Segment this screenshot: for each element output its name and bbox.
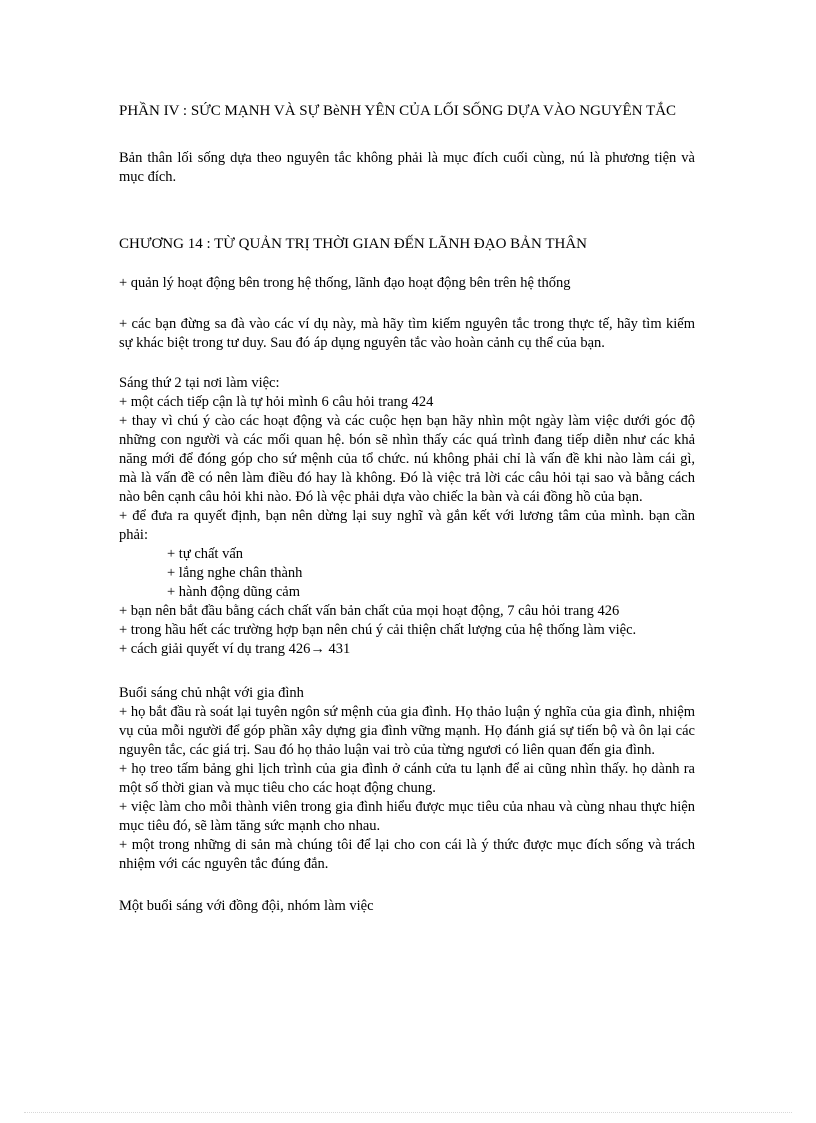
spacer — [119, 121, 695, 140]
document-page — [119, 102, 695, 916]
part-title: PHẦN IV : SỨC MẠNH VÀ SỰ BèNH YÊN CỦA LỐI SỐNG DỰA VÀO NGUYÊN TẮC — [119, 103, 677, 119]
section-1-title: Sáng thứ 2 tại nơi làm việc: — [119, 375, 280, 391]
section-1-line: + thay vì chú ý cào các hoạt động và các cuộc hẹn bạn hãy nhìn một ngày làm việc dưới góc độ những con người và các mối quan hệ. bón sẽ nhìn thấy các quá trình đang tiếp diễn như các khả năng mới để đóng góp cho sứ mệnh của tổ chức. nú không phải chỉ là vấn đề khi nào làm cái gì, mà là vấn đề có nên làm điều đó hay là không. Đó là việc trả lời các câu hỏi tại sao và bằng cách nào bên cạnh câu hỏi khi nào. Đó là vệc phải dựa vào chiếc la bàn và cái đồng hồ của bạn. — [119, 413, 695, 505]
section-1-line: + cách giải quyết ví dụ trang 426→ 431 — [119, 641, 351, 657]
section-2-line: + việc làm cho mỗi thành viên trong gia đình hiểu được mục tiêu của nhau và cùng nhau thực hiện mục tiêu đó, sẽ làm tăng sức mạnh cho nhau. — [119, 799, 695, 834]
intro-paragraph: Bản thân lối sống dựa theo nguyên tắc không phải là mục đích cuối cùng, nú là phương tiện và mục đích. — [119, 150, 695, 185]
section-1-subitem: + tự chất vấn — [167, 546, 244, 562]
spacer — [119, 293, 695, 312]
section-3-title: Một buổi sáng với đồng đội, nhóm làm việc — [119, 898, 374, 914]
section-1-subitem: + hành động dũng cảm — [167, 584, 301, 600]
section-2-line: + một trong những di sản mà chúng tôi để lại cho con cái là ý thức được mục đích sống và trách nhiệm với các nguyên tắc đúng đắn. — [119, 837, 695, 872]
spacer — [119, 187, 695, 225]
section-2-title: Buổi sáng chủ nhật với gia đình — [119, 685, 304, 701]
section-2-line: + họ bắt đầu rà soát lại tuyên ngôn sứ mệnh của gia đình. Họ thảo luận ý nghĩa của gia đình, nhiệm vụ của mỗi người để góp phần xây dựng gia đình vững mạnh. Họ đánh giá sự tiến bộ và ôn lại các nguyên tắc, các giá trị. Sau đó họ thảo luận vai trò của từng ngươi có liên quan đến gia đình. — [119, 704, 695, 758]
section-1-line: + một cách tiếp cận là tự hỏi mình 6 câu hỏi trang 424 — [119, 394, 434, 410]
paragraph-1: + quản lý hoạt động bên trong hệ thống, lãnh đạo hoạt động bên trên hệ thống — [119, 275, 571, 291]
paragraph-2: + các bạn đừng sa đà vào các ví dụ này, mà hãy tìm kiếm nguyên tắc trong thực tế, hãy tìm kiếm sự khác biệt trong tư duy. Sau đó áp dụng nguyên tắc vào hoàn cảnh cụ thể của bạn. — [119, 316, 695, 351]
spacer — [119, 874, 695, 893]
spacer — [119, 254, 695, 273]
spacer — [119, 353, 695, 372]
chapter-title: CHƯƠNG 14 : TỪ QUẢN TRỊ THỜI GIAN ĐẾN LÃNH ĐẠO BẢN THÂN — [119, 236, 587, 252]
section-1-line: + để đưa ra quyết định, bạn nên dừng lại suy nghĩ và gắn kết với lương tâm của mình. bạn cần phải: — [119, 508, 695, 543]
section-1-line: + trong hầu hết các trường hợp bạn nên chú ý cải thiện chất lượng của hệ thống làm việc. — [119, 622, 637, 638]
page-edge-rule — [24, 1112, 792, 1113]
section-1-line: + bạn nên bắt đầu bằng cách chất vấn bản chất của mọi hoạt động, 7 câu hỏi trang 426 — [119, 603, 620, 619]
section-1-subitem: + lắng nghe chân thành — [167, 565, 303, 581]
spacer — [119, 659, 695, 678]
section-2-line: + họ treo tấm bảng ghi lịch trình của gia đình ở cánh cửa tu lạnh để ai cũng nhìn thấy. họ dành ra một số thời gian và mục tiêu cho các hoạt động chung. — [119, 761, 695, 796]
